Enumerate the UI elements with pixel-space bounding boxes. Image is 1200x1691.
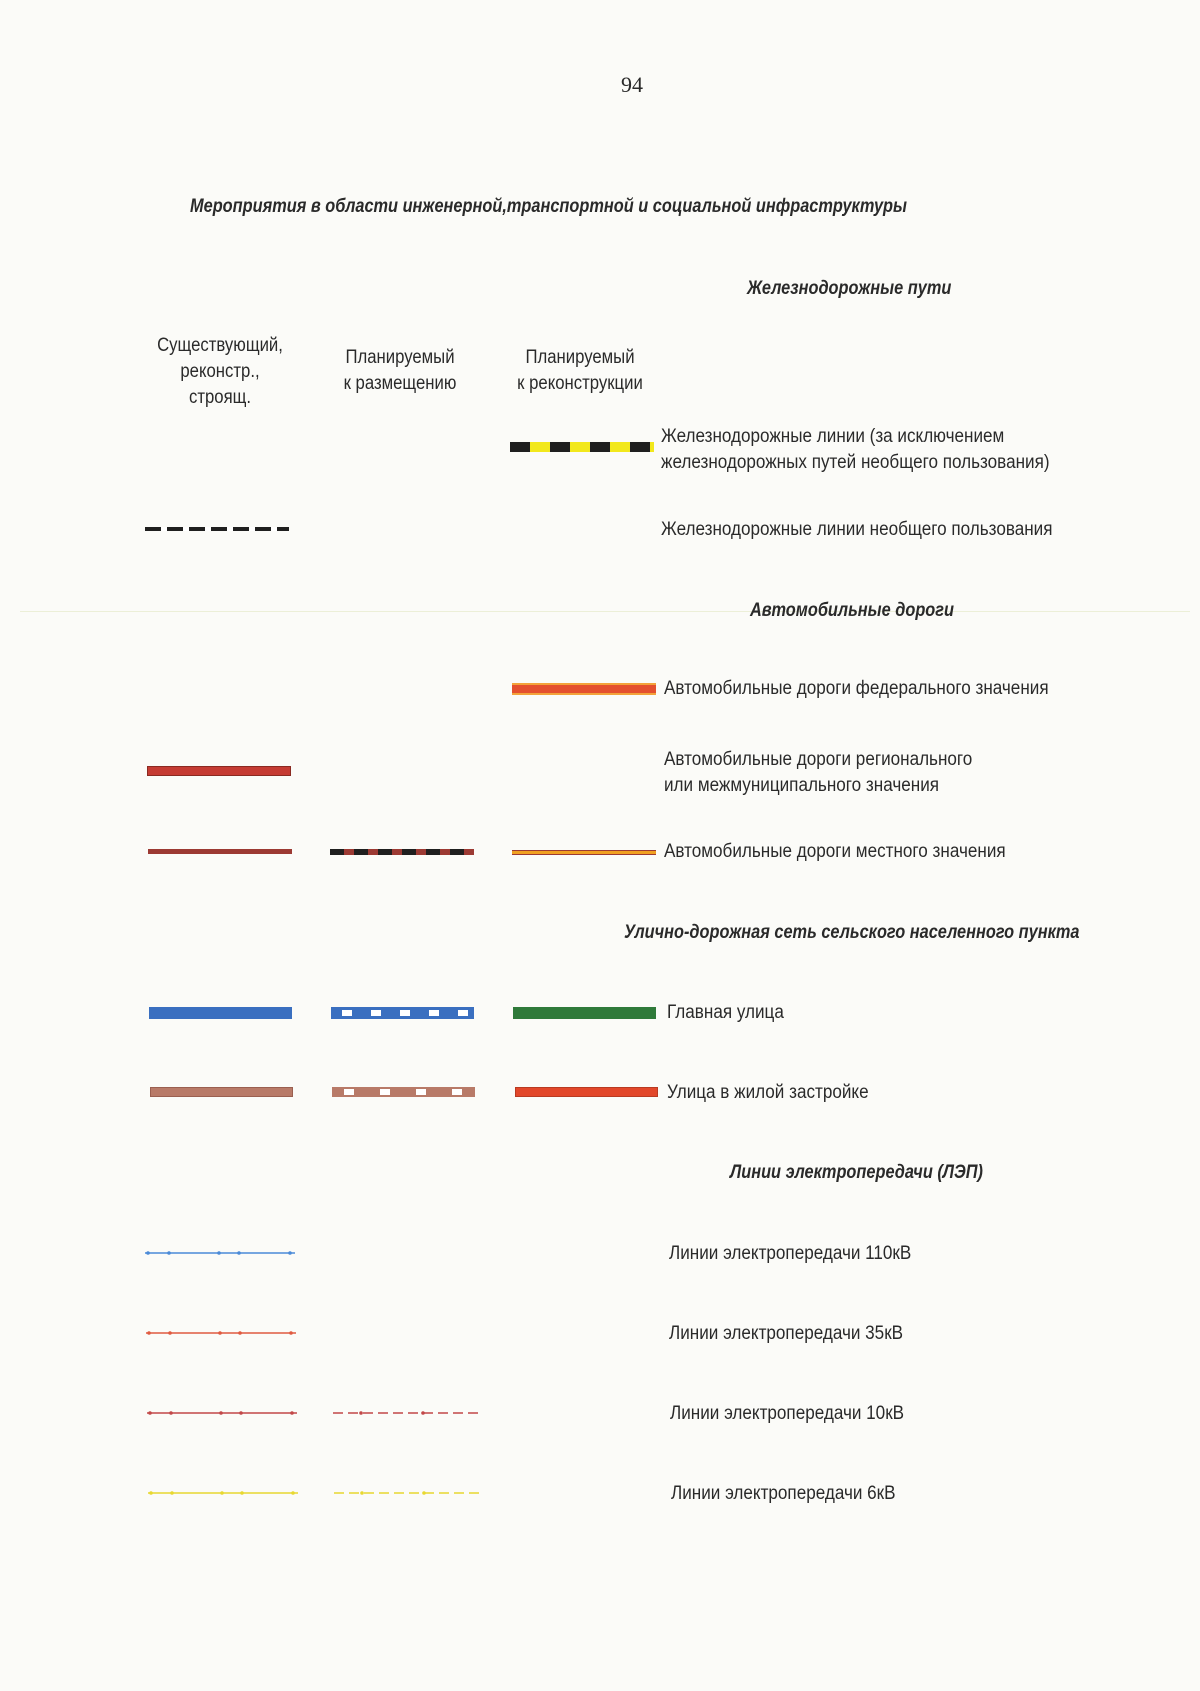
section-title-railways: Железнодорожные пути <box>747 278 952 299</box>
symbol-main-street-planned-placement <box>331 1007 474 1019</box>
symbol-main-street-existing <box>149 1007 292 1019</box>
symbol-road-regional-existing <box>147 766 291 776</box>
section-title-roads: Автомобильные дороги <box>750 600 954 621</box>
section-title-streets: Улично-дорожная сеть сельского населенного пункта <box>624 922 1080 943</box>
column-header-planned-reconstruction-line: к реконструкции <box>517 373 643 394</box>
page-title: Мероприятия в области инженерной,транспортной и социальной инфраструктуры <box>190 196 907 217</box>
symbol-power-10-existing <box>147 1408 297 1418</box>
symbol-railway-planned-reconstruction <box>510 442 654 452</box>
legend-item-railway-non-public: Железнодорожные линии необщего пользования <box>661 519 1053 540</box>
legend-item-road-federal: Автомобильные дороги федерального значения <box>664 678 1049 699</box>
symbol-residential-street-planned-reconstruction <box>515 1087 658 1097</box>
column-header-existing-line: реконстр., <box>180 361 260 382</box>
column-header-existing-line: Существующий, <box>157 335 283 356</box>
column-header-planned-reconstruction-line: Планируемый <box>525 347 635 368</box>
symbol-road-local-planned-placement <box>330 849 474 855</box>
column-header-existing <box>141 333 299 411</box>
column-header-planned-placement-line: Планируемый <box>345 347 455 368</box>
legend-item-power-6: Линии электропередачи 6кВ <box>671 1483 896 1504</box>
legend-item-label-line: Автомобильные дороги регионального <box>664 749 973 770</box>
legend-item-road-local: Автомобильные дороги местного значения <box>664 841 1006 862</box>
symbol-power-10-planned-placement <box>333 1408 483 1418</box>
page-number: 94 <box>621 72 643 97</box>
legend-item-label-line: или межмуниципального значения <box>664 775 940 796</box>
symbol-road-local-existing <box>148 849 292 854</box>
symbol-power-110-existing <box>145 1248 295 1258</box>
column-header-existing-line: строящ. <box>188 387 252 408</box>
column-header-planned-placement <box>321 345 479 397</box>
legend-item-main-street: Главная улица <box>667 1002 784 1023</box>
legend-item-label-line: железнодорожных путей необщего пользования) <box>661 452 1050 473</box>
legend-item-label-line: Железнодорожные линии (за исключением <box>661 426 1005 447</box>
legend-item-power-35: Линии электропередачи 35кВ <box>669 1323 904 1344</box>
section-title-power-lines: Линии электропередачи (ЛЭП) <box>730 1162 983 1183</box>
symbol-main-street-planned-reconstruction <box>513 1007 656 1019</box>
symbol-residential-street-existing <box>150 1087 293 1097</box>
legend-item-power-110: Линии электропередачи 110кВ <box>669 1243 912 1264</box>
symbol-railway-non-public-existing <box>145 527 289 531</box>
legend-item-power-10: Линии электропередачи 10кВ <box>670 1403 905 1424</box>
symbol-road-local-planned-reconstruction <box>512 850 656 855</box>
symbol-power-6-existing <box>148 1488 298 1498</box>
symbol-residential-street-planned-placement <box>332 1087 475 1097</box>
column-header-planned-placement-line: к размещению <box>343 373 457 394</box>
legend-item-railway-general <box>661 424 1050 476</box>
symbol-power-6-planned-placement <box>334 1488 484 1498</box>
legend-item-residential-street: Улица в жилой застройке <box>667 1082 869 1103</box>
column-header-planned-reconstruction <box>501 345 659 397</box>
divider <box>20 611 1190 612</box>
legend-item-road-regional <box>664 747 972 799</box>
symbol-power-35-existing <box>146 1328 296 1338</box>
symbol-road-federal-planned-reconstruction <box>512 683 656 695</box>
